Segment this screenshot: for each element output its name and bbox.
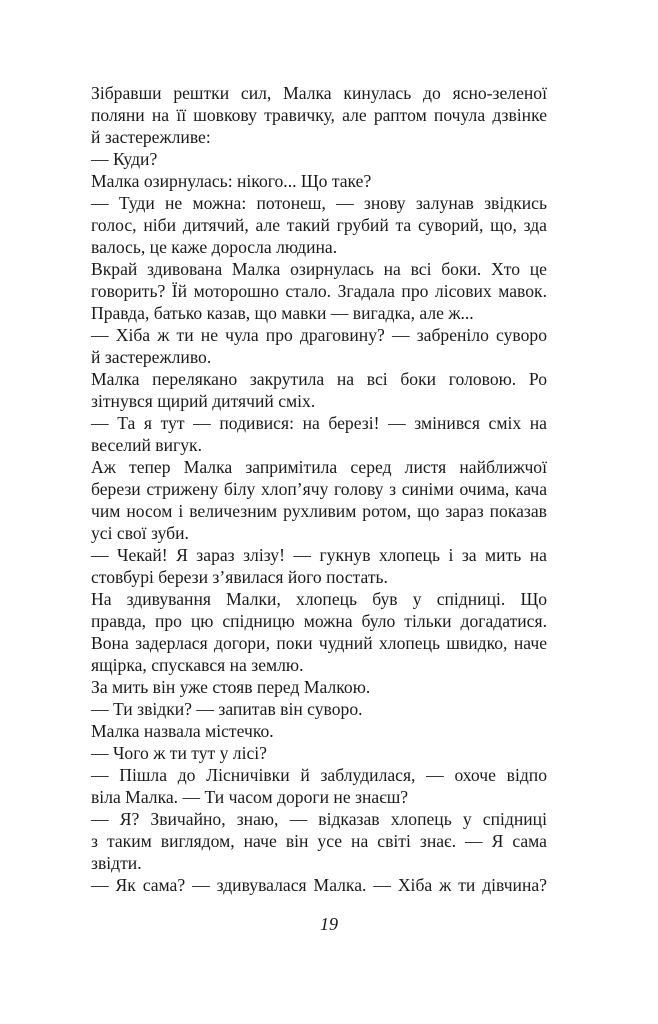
text-line: — Чекай! Я зараз злізу! — гукнув хлопець і за мить на [91, 545, 547, 565]
text-line: — Ти звідки? — запитав він суворо. [91, 699, 363, 719]
text-line: Аж тепер Малка запримітила серед листя найближчої [91, 457, 547, 477]
text-line: веселий вигук. [91, 435, 202, 455]
text-line: — Пішла до Лісничівки й заблудилася, — охоче відпо [91, 765, 547, 785]
text-line: Малка перелякано закрутила на всі боки головою. Ро [91, 369, 547, 389]
text-line: — Як сама? — здивувалася Малка. — Хіба ж ти дівчина? [91, 875, 547, 895]
text-line: Малка назвала містечко. [91, 721, 274, 741]
page-number: 19 [320, 914, 338, 934]
text-line: говорить? Їй моторошно стало. Згадала про лісових мавок. [91, 281, 547, 301]
text-line: ящірка, спускався на землю. [91, 655, 304, 675]
text-line: На здивування Малки, хлопець був у спідниці. Що [91, 589, 547, 609]
text-line: Вона задерлася догори, поки чудний хлопець швидко, наче [91, 633, 547, 653]
text-line: звідти. [91, 853, 142, 873]
text-line: чим носом і величезним рухливим ротом, що зараз показав [91, 501, 547, 521]
text-line: голос, ніби дитячий, але такий грубий та суворий, що, зда [91, 215, 547, 235]
book-page-text [91, 82, 547, 896]
text-line: віла Малка. — Ти часом дороги не знаєш? [91, 787, 409, 807]
text-line: берези стрижену білу хлоп’ячу голову з синіми очима, кача [91, 479, 547, 499]
text-line: — Хіба ж ти не чула про драговину? — забреніло суворо [91, 325, 547, 345]
text-line: й застережливе: [91, 127, 211, 147]
text-line: стовбурі берези з’явилася його постать. [91, 567, 388, 587]
text-line: валось, це каже доросла людина. [91, 237, 338, 257]
text-line: — Я? Звичайно, знаю, — відказав хлопець у спідниці [91, 809, 547, 829]
text-line: — Туди не можна: потонеш, — знову залунав звідкись [91, 193, 547, 213]
text-line: Вкрай здивована Малка озирнулась на всі боки. Хто це [91, 259, 547, 279]
text-line: — Куди? [91, 149, 158, 169]
text-line: — Та я тут — подивися: на березі! — змінився сміх на [91, 413, 547, 433]
text-line: поляни на її шовкову травичку, але раптом почула дзвінке [91, 105, 547, 125]
text-line: Правда, батько казав, що мавки — вигадка, але ж... [91, 303, 474, 323]
text-line: За мить він уже стояв перед Малкою. [91, 677, 371, 697]
text-line: усі свої зуби. [91, 523, 189, 543]
text-line: Малка озирнулась: нікого... Що таке? [91, 171, 372, 191]
text-line: — Чого ж ти тут у лісі? [91, 743, 267, 763]
text-line: з таким виглядом, наче він усе на світі знає. — Я сама [91, 831, 547, 851]
text-line: й застережливо. [91, 347, 212, 367]
text-line: правда, про цю спідницю можна було тільки догадатися. [91, 611, 547, 631]
text-line: зітнувся щирий дитячий сміх. [91, 391, 316, 411]
text-line: Зібравши рештки сил, Малка кинулась до ясно-зеленої [91, 83, 547, 103]
